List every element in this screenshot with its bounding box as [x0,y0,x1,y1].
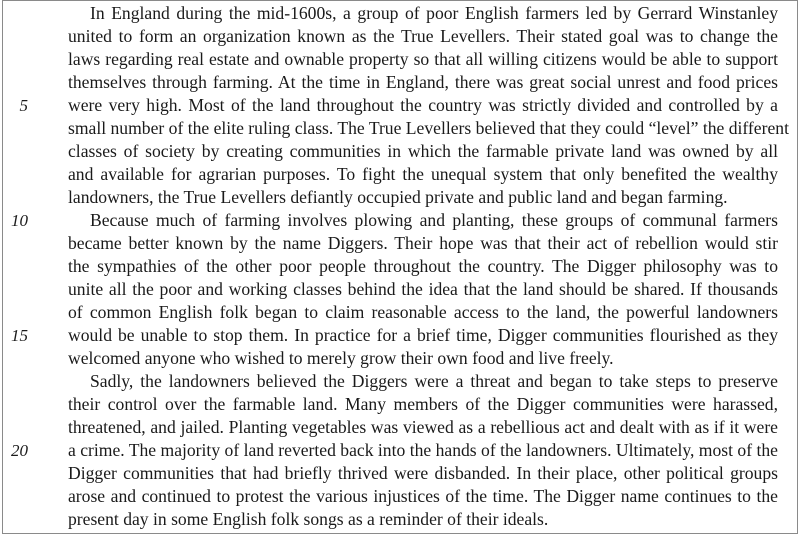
passage-line: became better known by the name Diggers. Their hope was that their act of rebellion would stir [68,233,778,253]
passage-line: welcomed anyone who wished to merely grow their own food and live freely. [68,348,614,368]
passage-line: a crime. The majority of land reverted back into the hands of the landowners. Ultimately, most of the [68,440,778,460]
line-number: 10 [11,211,28,230]
passage-line: themselves through farming. At the time in England, there was great social unrest and food prices [68,72,778,92]
passage-line: threatened, and jailed. Planting vegetables was viewed as a rebellious act and dealt with as if it were [68,417,778,437]
passage-line: arose and continued to protest the various injustices of the time. The Digger name continues to the [68,486,778,506]
line-number: 15 [11,326,28,345]
line-number: 20 [11,441,28,460]
passage-line: Because much of farming involves plowing and planting, these groups of communal farmers [90,210,778,230]
passage-line: In England during the mid-1600s, a group of poor English farmers led by Gerrard Winstanley [90,3,778,23]
passage-line: unite all the poor and working classes behind the idea that the land should be shared. If thousands [68,279,778,299]
passage-line: landowners, the True Levellers defiantly occupied private and public land and began farming. [68,187,728,207]
passage-line: would be unable to stop them. In practice for a brief time, Digger communities flourished as they [68,325,778,345]
line-number: 5 [19,96,28,115]
passage-line: classes of society by creating communities in which the farmable private land was owned by all [68,141,778,161]
passage-line: laws regarding real estate and ownable property so that all willing citizens would be able to support [68,49,778,69]
passage-line: the sympathies of the other poor people throughout the country. The Digger philosophy was to [68,256,778,276]
passage-line: their control over the farmable land. Many members of the Digger communities were harassed, [68,394,778,414]
passage-line: and available for agrarian purposes. To fight the unequal system that only benefited the wealthy [68,164,778,184]
passage-line: of common English folk began to claim reasonable access to the land, the powerful landowners [68,302,778,322]
passage-line: Sadly, the landowners believed the Diggers were a threat and began to take steps to preserve [90,371,778,391]
passage-line: present day in some English folk songs as a reminder of their ideals. [68,509,549,529]
passage-line: small number of the elite ruling class. The True Levellers believed that they could “level” the different [68,118,789,138]
passage-line: Digger communities that had briefly thrived were disbanded. In their place, other political groups [68,463,778,483]
passage-line: were very high. Most of the land throughout the country was strictly divided and controlled by a [68,95,778,115]
passage-line: united to form an organization known as the True Levellers. Their stated goal was to change the [68,26,778,46]
